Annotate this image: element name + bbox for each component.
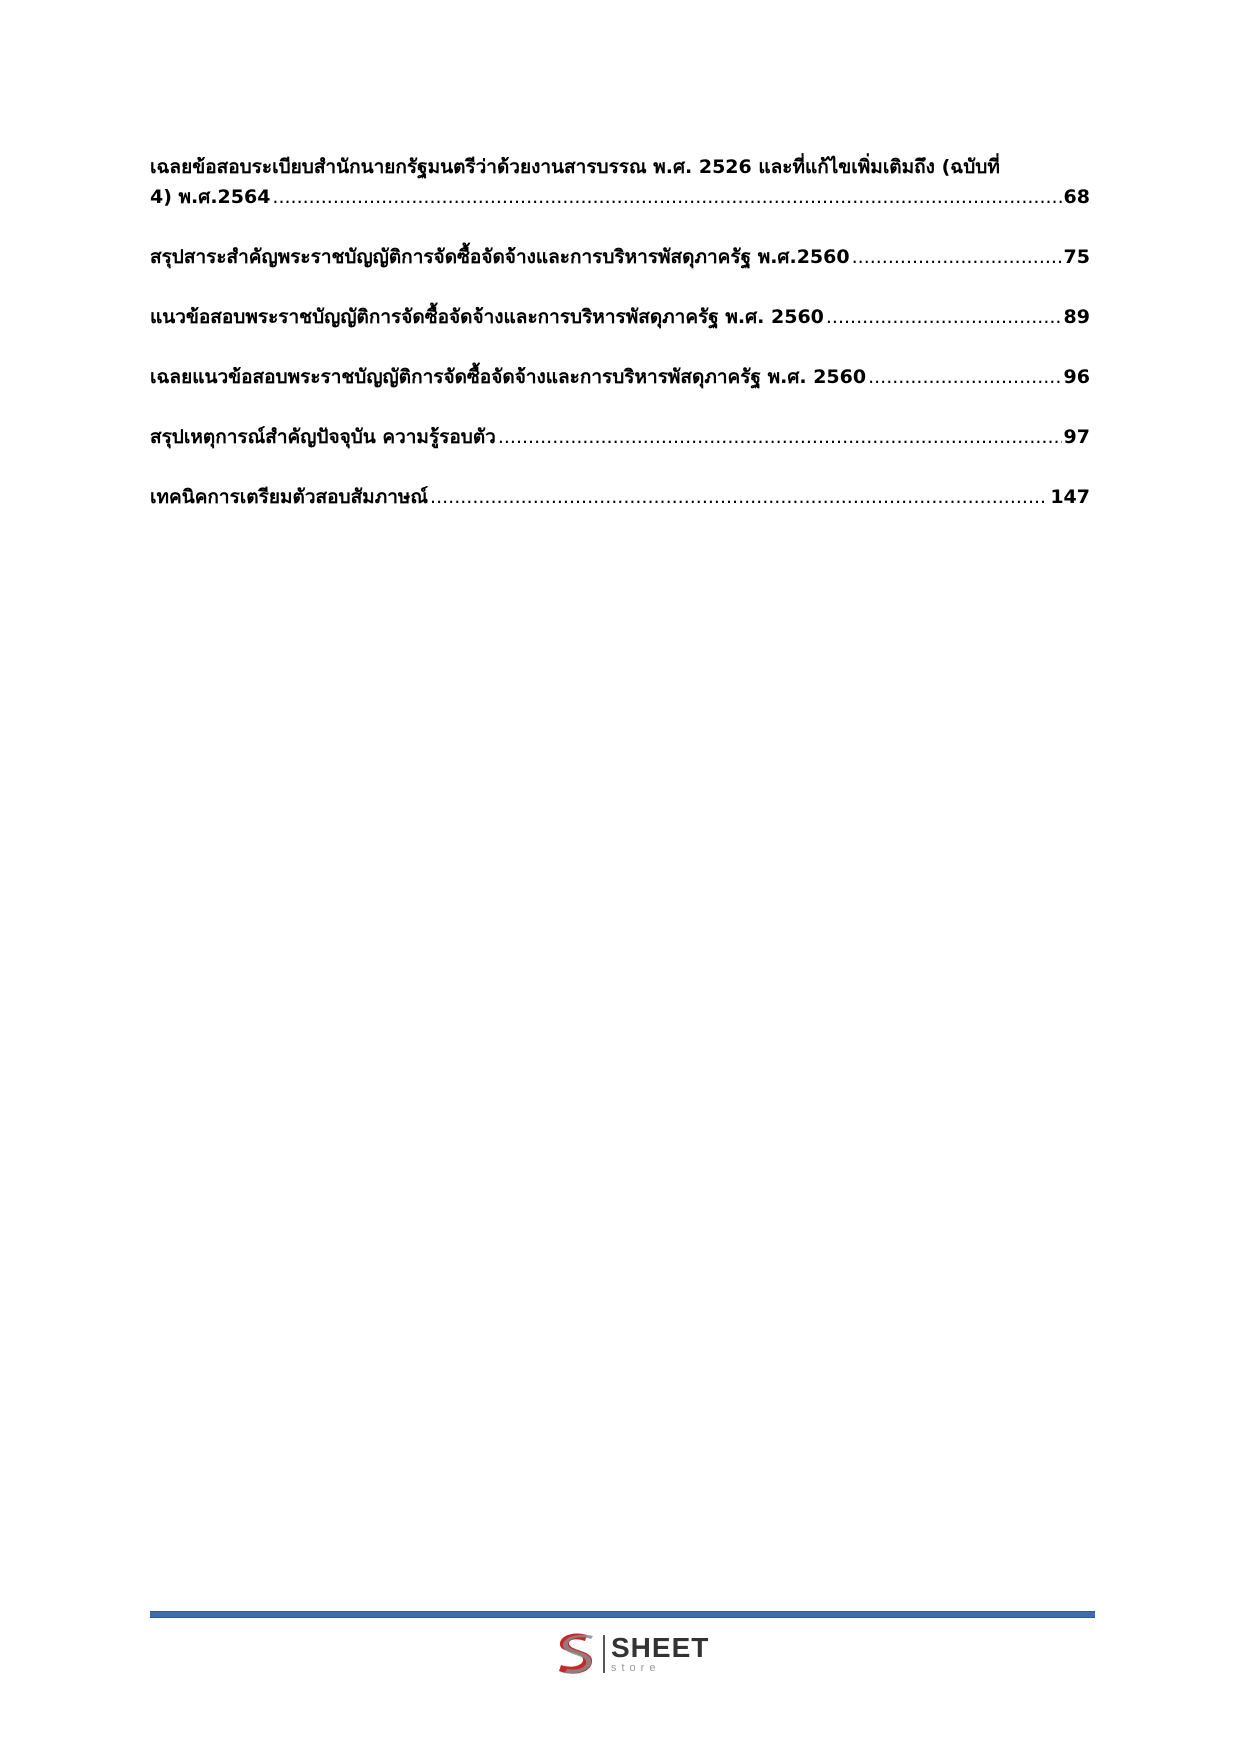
toc-title: แนวข้อสอบพระราชบัญญัติการจัดซื้อจัดจ้างและการบริหารพัสดุภาครัฐ พ.ศ. 2560 bbox=[150, 306, 824, 328]
toc-entry[interactable] bbox=[150, 362, 1090, 392]
logo-word: SHEET bbox=[611, 1632, 710, 1663]
logo-sub: store bbox=[611, 1662, 661, 1674]
toc-entry[interactable] bbox=[150, 152, 1090, 212]
toc-title-line bbox=[150, 242, 1090, 272]
toc-title: 4) พ.ศ.2564 bbox=[150, 186, 271, 208]
toc-title-line bbox=[150, 302, 1090, 332]
toc-entry[interactable] bbox=[150, 242, 1090, 272]
toc-title-line bbox=[150, 152, 1090, 182]
table-of-contents bbox=[150, 152, 1090, 542]
toc-page-number: 96 bbox=[1063, 366, 1090, 388]
dot-leader bbox=[430, 482, 1048, 512]
toc-entry[interactable] bbox=[150, 422, 1090, 452]
logo-divider bbox=[603, 1635, 605, 1673]
dot-leader bbox=[852, 242, 1062, 272]
footer-rule bbox=[150, 1611, 1095, 1618]
toc-page-number: 68 bbox=[1063, 186, 1090, 208]
dot-leader bbox=[272, 182, 1061, 212]
toc-page-number: 147 bbox=[1050, 486, 1090, 508]
toc-title: เฉลยข้อสอบระเบียบสำนักนายกรัฐมนตรีว่าด้วยงานสารบรรณ พ.ศ. 2526 และที่แก้ไขเพิ่มเติมถึง (ฉบับที่ bbox=[150, 156, 1000, 178]
toc-page-number: 89 bbox=[1063, 306, 1090, 328]
toc-entry[interactable] bbox=[150, 302, 1090, 332]
toc-page-number: 97 bbox=[1063, 426, 1090, 448]
dot-leader bbox=[868, 362, 1061, 392]
sheet-store-logo bbox=[551, 1629, 709, 1679]
dot-leader bbox=[498, 422, 1062, 452]
toc-title-line bbox=[150, 482, 1090, 512]
dot-leader bbox=[826, 302, 1062, 332]
toc-title: เทคนิคการเตรียมตัวสอบสัมภาษณ์ bbox=[150, 486, 429, 508]
toc-entry[interactable] bbox=[150, 482, 1090, 512]
logo-mark-icon bbox=[551, 1629, 599, 1679]
toc-title-line bbox=[150, 362, 1090, 392]
toc-title: สรุปเหตุการณ์สำคัญปัจจุบัน ความรู้รอบตัว bbox=[150, 426, 496, 448]
logo-text bbox=[611, 1634, 709, 1674]
toc-title: เฉลยแนวข้อสอบพระราชบัญญัติการจัดซื้อจัดจ้างและการบริหารพัสดุภาครัฐ พ.ศ. 2560 bbox=[150, 366, 867, 388]
toc-title-line bbox=[150, 182, 1090, 212]
toc-page-number: 75 bbox=[1063, 246, 1090, 268]
toc-title: สรุปสาระสำคัญพระราชบัญญัติการจัดซื้อจัดจ้างและการบริหารพัสดุภาครัฐ พ.ศ.2560 bbox=[150, 246, 850, 268]
toc-title-line bbox=[150, 422, 1090, 452]
